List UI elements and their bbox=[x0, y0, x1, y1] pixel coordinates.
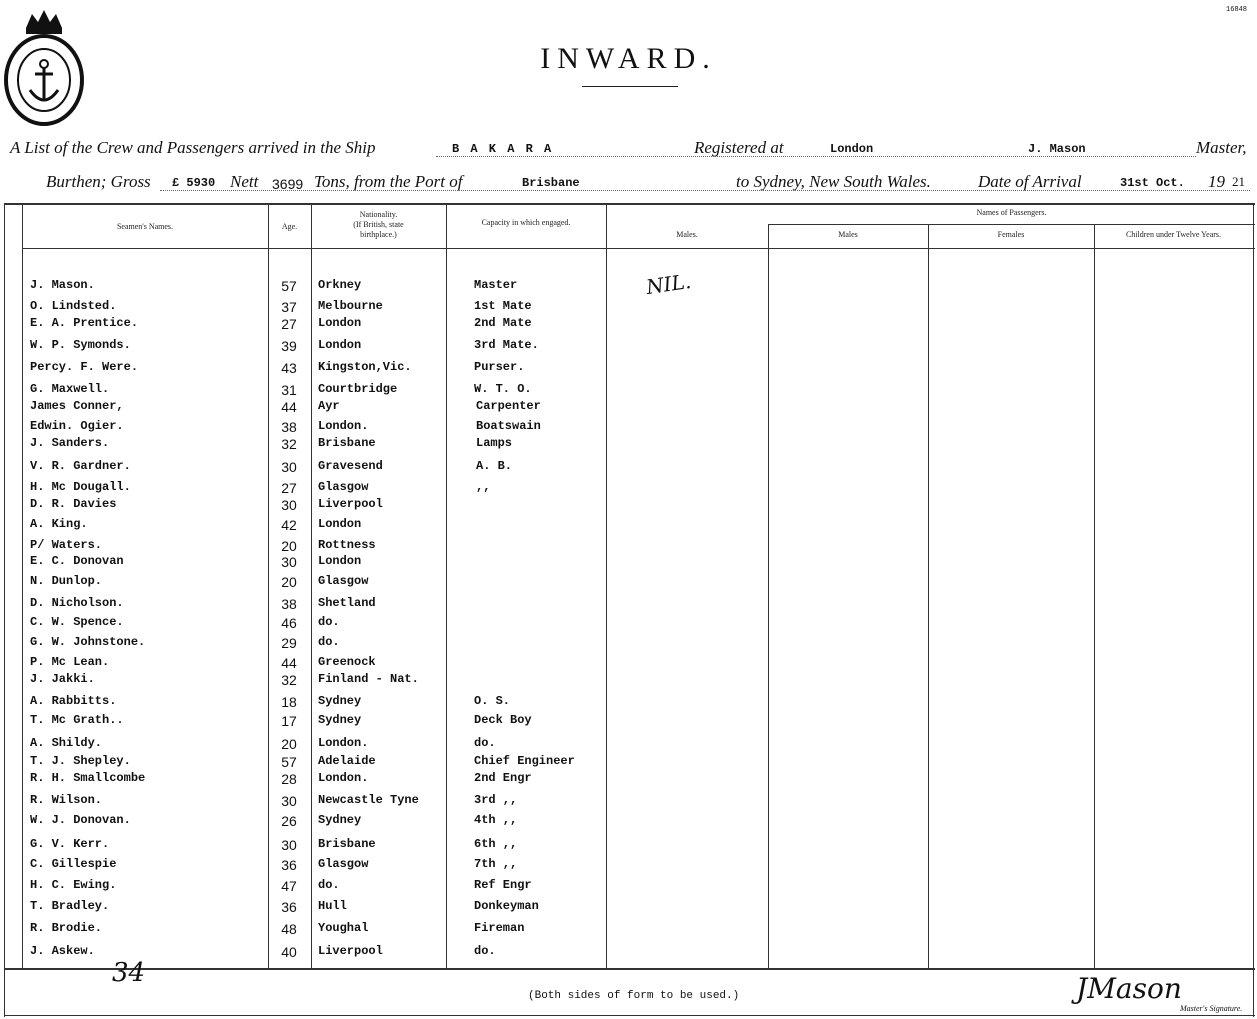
crew-age: 36 bbox=[281, 899, 297, 915]
crew-row bbox=[0, 436, 620, 454]
crew-age: 18 bbox=[281, 694, 297, 710]
border-right bbox=[1253, 203, 1254, 1017]
crew-age: 57 bbox=[281, 278, 297, 294]
crew-nationality: Hull bbox=[318, 899, 347, 913]
crew-name: W. J. Donovan. bbox=[30, 813, 131, 827]
crew-name: D. Nicholson. bbox=[30, 596, 124, 610]
crew-nationality: Gravesend bbox=[318, 459, 383, 473]
nett-value: 3699 bbox=[272, 176, 304, 192]
crew-capacity: Ref Engr bbox=[474, 878, 532, 892]
crew-age: 47 bbox=[281, 878, 297, 894]
crew-nationality: Courtbridge bbox=[318, 382, 398, 396]
table-bottom-border bbox=[4, 968, 1255, 970]
crew-row bbox=[0, 596, 620, 614]
crew-row bbox=[0, 713, 620, 731]
crew-row bbox=[0, 857, 620, 875]
crew-age: 38 bbox=[281, 419, 297, 435]
crew-nationality: Orkney bbox=[318, 278, 362, 292]
crew-row bbox=[0, 497, 620, 515]
crew-nationality: Brisbane bbox=[318, 837, 376, 851]
crew-nationality: London bbox=[318, 517, 362, 531]
both-sides-note: (Both sides of form to be used.) bbox=[528, 990, 740, 1002]
crew-name: P. Mc Lean. bbox=[30, 655, 110, 669]
col-divider-7 bbox=[928, 224, 929, 968]
crew-capacity: Donkeyman bbox=[474, 899, 539, 913]
crew-age: 30 bbox=[281, 459, 297, 475]
header-males: Males. bbox=[676, 230, 698, 239]
crew-capacity: Boatswain bbox=[476, 419, 541, 433]
crew-capacity: W. T. O. bbox=[474, 382, 532, 396]
crew-row bbox=[0, 615, 620, 633]
total-crew-count: 34 bbox=[112, 958, 146, 988]
arrival-date: 31st Oct. bbox=[1120, 176, 1185, 190]
crew-nationality: Liverpool bbox=[318, 944, 383, 958]
crew-name: G. V. Kerr. bbox=[30, 837, 110, 851]
crew-nationality: Sydney bbox=[318, 713, 362, 727]
crew-age: 57 bbox=[281, 754, 297, 770]
crew-capacity: 7th ,, bbox=[474, 857, 518, 871]
col-divider-6 bbox=[768, 224, 769, 968]
crew-age: 30 bbox=[281, 837, 297, 853]
crew-row bbox=[0, 655, 620, 673]
crew-capacity: do. bbox=[474, 736, 496, 750]
crew-nationality: Newcastle Tyne bbox=[318, 793, 419, 807]
crew-age: 44 bbox=[281, 655, 297, 671]
crew-row bbox=[0, 672, 620, 690]
to-sydney-label: to Sydney, New South Wales. bbox=[736, 172, 931, 191]
gross-value: £ 5930 bbox=[172, 176, 216, 190]
crew-age: 20 bbox=[281, 736, 297, 752]
crew-name: E. A. Prentice. bbox=[30, 316, 139, 330]
crew-nationality: do. bbox=[318, 878, 340, 892]
crew-age: 20 bbox=[281, 538, 297, 554]
crew-name: J. Sanders. bbox=[30, 436, 110, 450]
crew-row bbox=[0, 399, 620, 417]
crew-nationality: Liverpool bbox=[318, 497, 383, 511]
crew-nationality: Kingston,Vic. bbox=[318, 360, 412, 374]
crew-name: T. Bradley. bbox=[30, 899, 110, 913]
crew-age: 36 bbox=[281, 857, 297, 873]
crew-name: A. King. bbox=[30, 517, 88, 531]
crew-age: 30 bbox=[281, 497, 297, 513]
crew-name: C. W. Spence. bbox=[30, 615, 124, 629]
crew-row bbox=[0, 878, 620, 896]
crew-row bbox=[0, 944, 620, 962]
crew-nationality: Shetland bbox=[318, 596, 376, 610]
ship-name: B A K A R A bbox=[452, 142, 554, 156]
crew-name: C. Gillespie bbox=[30, 857, 117, 871]
crew-age: 30 bbox=[281, 793, 297, 809]
crew-capacity: Carpenter bbox=[476, 399, 541, 413]
crew-row bbox=[0, 921, 620, 939]
crew-nationality: Glasgow bbox=[318, 574, 369, 588]
crew-row bbox=[0, 419, 620, 437]
crew-nationality: Brisbane bbox=[318, 436, 376, 450]
registered-at-label: Registered at bbox=[694, 138, 784, 157]
crew-name: P/ Waters. bbox=[30, 538, 103, 552]
crew-name: J. Mason. bbox=[30, 278, 95, 292]
crew-age: 29 bbox=[281, 635, 297, 651]
header-line-2-dots bbox=[160, 190, 1250, 191]
crew-name: A. Rabbitts. bbox=[30, 694, 117, 708]
col-divider-8 bbox=[1094, 224, 1095, 968]
header-line-1-dots bbox=[436, 156, 1196, 157]
crew-name: G. W. Johnstone. bbox=[30, 635, 146, 649]
crew-name: R. Wilson. bbox=[30, 793, 103, 807]
crew-name: D. R. Davies bbox=[30, 497, 117, 511]
crew-row bbox=[0, 635, 620, 653]
table-top-border bbox=[4, 203, 1255, 205]
crew-row bbox=[0, 517, 620, 535]
crew-name: O. Lindsted. bbox=[30, 299, 117, 313]
crew-nationality: London bbox=[318, 316, 362, 330]
crew-capacity: Lamps bbox=[476, 436, 513, 450]
page-title: INWARD. bbox=[540, 42, 717, 75]
crew-age: 32 bbox=[281, 436, 297, 452]
crew-name: V. R. Gardner. bbox=[30, 459, 131, 473]
crew-row bbox=[0, 278, 620, 296]
tons-label: Tons, from the Port of bbox=[314, 172, 463, 191]
crew-capacity: 2nd Engr bbox=[474, 771, 532, 785]
crew-capacity: 3rd Mate. bbox=[474, 338, 539, 352]
header-passenger-females: Females bbox=[997, 230, 1025, 239]
header-seamen-names: Seamen's Names. bbox=[116, 222, 174, 231]
crew-capacity: 3rd ,, bbox=[474, 793, 518, 807]
crew-name: A. Shildy. bbox=[30, 736, 103, 750]
crew-nationality: Glasgow bbox=[318, 857, 369, 871]
crew-age: 17 bbox=[281, 713, 297, 729]
header-age: Age. bbox=[281, 222, 298, 231]
crew-age: 37 bbox=[281, 299, 297, 315]
crew-name: G. Maxwell. bbox=[30, 382, 110, 396]
nett-label: Nett bbox=[230, 172, 259, 191]
crew-age: 27 bbox=[281, 316, 297, 332]
master-label: Master, bbox=[1196, 138, 1247, 157]
crew-name: T. J. Shepley. bbox=[30, 754, 131, 768]
crew-row bbox=[0, 480, 620, 498]
crew-row bbox=[0, 813, 620, 831]
header-nationality: Nationality. (If British, state birthplace.) bbox=[353, 210, 404, 239]
crew-row bbox=[0, 771, 620, 789]
year-prefix: 19 bbox=[1208, 172, 1225, 191]
crew-capacity: Purser. bbox=[474, 360, 525, 374]
form-number: 16848 bbox=[1226, 6, 1248, 14]
crew-nationality: Rottness bbox=[318, 538, 376, 552]
header-passenger-males: Males bbox=[838, 230, 858, 239]
crew-capacity: 6th ,, bbox=[474, 837, 518, 851]
crew-nationality: Glasgow bbox=[318, 480, 369, 494]
crew-age: 48 bbox=[281, 921, 297, 937]
crew-age: 46 bbox=[281, 615, 297, 631]
crew-row bbox=[0, 299, 620, 317]
crew-nationality: Youghal bbox=[318, 921, 369, 935]
crew-nationality: Greenock bbox=[318, 655, 376, 669]
crew-name: N. Dunlop. bbox=[30, 574, 103, 588]
crew-capacity: 1st Mate bbox=[474, 299, 532, 313]
crew-age: 44 bbox=[281, 399, 297, 415]
crew-row bbox=[0, 793, 620, 811]
crew-name: J. Askew. bbox=[30, 944, 95, 958]
crew-row bbox=[0, 754, 620, 772]
header-names-of-passengers: Names of Passengers. bbox=[976, 208, 1047, 217]
crew-name: H. Mc Dougall. bbox=[30, 480, 131, 494]
crew-nationality: Adelaide bbox=[318, 754, 376, 768]
crew-row bbox=[0, 554, 620, 572]
crew-age: 32 bbox=[281, 672, 297, 688]
crew-capacity: Deck Boy bbox=[474, 713, 532, 727]
crew-row bbox=[0, 837, 620, 855]
crew-age: 39 bbox=[281, 338, 297, 354]
crew-nationality: London. bbox=[318, 736, 369, 750]
list-label: A List of the Crew and Passengers arrived in the Ship bbox=[10, 138, 376, 157]
crew-age: 30 bbox=[281, 554, 297, 570]
passenger-nil-note: NIL. bbox=[644, 268, 693, 300]
burthen-label: Burthen; Gross bbox=[46, 172, 151, 191]
crew-capacity: Chief Engineer bbox=[474, 754, 575, 768]
crew-name: W. P. Symonds. bbox=[30, 338, 131, 352]
crew-age: 43 bbox=[281, 360, 297, 376]
signature-label: Master's Signature. bbox=[1180, 1004, 1243, 1013]
crew-capacity: Fireman bbox=[474, 921, 525, 935]
crew-age: 27 bbox=[281, 480, 297, 496]
year-suffix: 21 bbox=[1232, 174, 1245, 189]
crew-capacity: ,, bbox=[476, 480, 491, 494]
crew-age: 20 bbox=[281, 574, 297, 590]
passenger-subheader-rule bbox=[768, 224, 1255, 225]
crew-nationality: Finland - Nat. bbox=[318, 672, 419, 686]
crew-nationality: London bbox=[318, 338, 362, 352]
crew-name: E. C. Donovan bbox=[30, 554, 124, 568]
crew-age: 40 bbox=[281, 944, 297, 960]
header-children: Children under Twelve Years. bbox=[1125, 230, 1222, 239]
crew-name: R. Brodie. bbox=[30, 921, 103, 935]
crew-nationality: London bbox=[318, 554, 362, 568]
crew-nationality: Sydney bbox=[318, 694, 362, 708]
crew-row bbox=[0, 694, 620, 712]
page-bottom-border bbox=[4, 1015, 1255, 1016]
header-bottom-border bbox=[22, 248, 1255, 249]
crew-name: Edwin. Ogier. bbox=[30, 419, 124, 433]
crew-name: James Conner, bbox=[30, 399, 124, 413]
crew-nationality: Melbourne bbox=[318, 299, 383, 313]
crew-capacity: O. S. bbox=[474, 694, 511, 708]
master-signature: JMason bbox=[1076, 972, 1182, 1005]
crew-age: 26 bbox=[281, 813, 297, 829]
crew-capacity: Master bbox=[474, 278, 518, 292]
crew-row bbox=[0, 338, 620, 356]
crew-row bbox=[0, 574, 620, 592]
date-label: Date of Arrival bbox=[978, 172, 1082, 191]
crew-nationality: Ayr bbox=[318, 399, 340, 413]
crew-capacity: 4th ,, bbox=[474, 813, 518, 827]
crew-nationality: Sydney bbox=[318, 813, 362, 827]
crew-age: 42 bbox=[281, 517, 297, 533]
crew-row bbox=[0, 459, 620, 477]
crew-nationality: London. bbox=[318, 771, 369, 785]
crew-age: 38 bbox=[281, 596, 297, 612]
crew-capacity: do. bbox=[474, 944, 496, 958]
crew-capacity: A. B. bbox=[476, 459, 513, 473]
crew-row bbox=[0, 382, 620, 400]
title-rule bbox=[582, 86, 678, 87]
crew-name: R. H. Smallcombe bbox=[30, 771, 146, 785]
crew-nationality: do. bbox=[318, 635, 340, 649]
crew-name: Percy. F. Were. bbox=[30, 360, 139, 374]
header-line-1 bbox=[10, 138, 376, 158]
port-from: Brisbane bbox=[522, 176, 580, 190]
crew-row bbox=[0, 736, 620, 754]
crew-row bbox=[0, 316, 620, 334]
crew-row bbox=[0, 899, 620, 917]
crew-capacity: 2nd Mate bbox=[474, 316, 532, 330]
crew-row bbox=[0, 360, 620, 378]
registered-at-value: London bbox=[830, 142, 874, 156]
crew-name: T. Mc Grath.. bbox=[30, 713, 124, 727]
master-name: J. Mason bbox=[1028, 142, 1086, 156]
crew-age: 28 bbox=[281, 771, 297, 787]
crew-name: H. C. Ewing. bbox=[30, 878, 117, 892]
crew-nationality: London. bbox=[318, 419, 369, 433]
crew-name: J. Jakki. bbox=[30, 672, 95, 686]
crew-age: 31 bbox=[281, 382, 297, 398]
header-capacity: Capacity in which engaged. bbox=[481, 218, 571, 227]
crew-nationality: do. bbox=[318, 615, 340, 629]
